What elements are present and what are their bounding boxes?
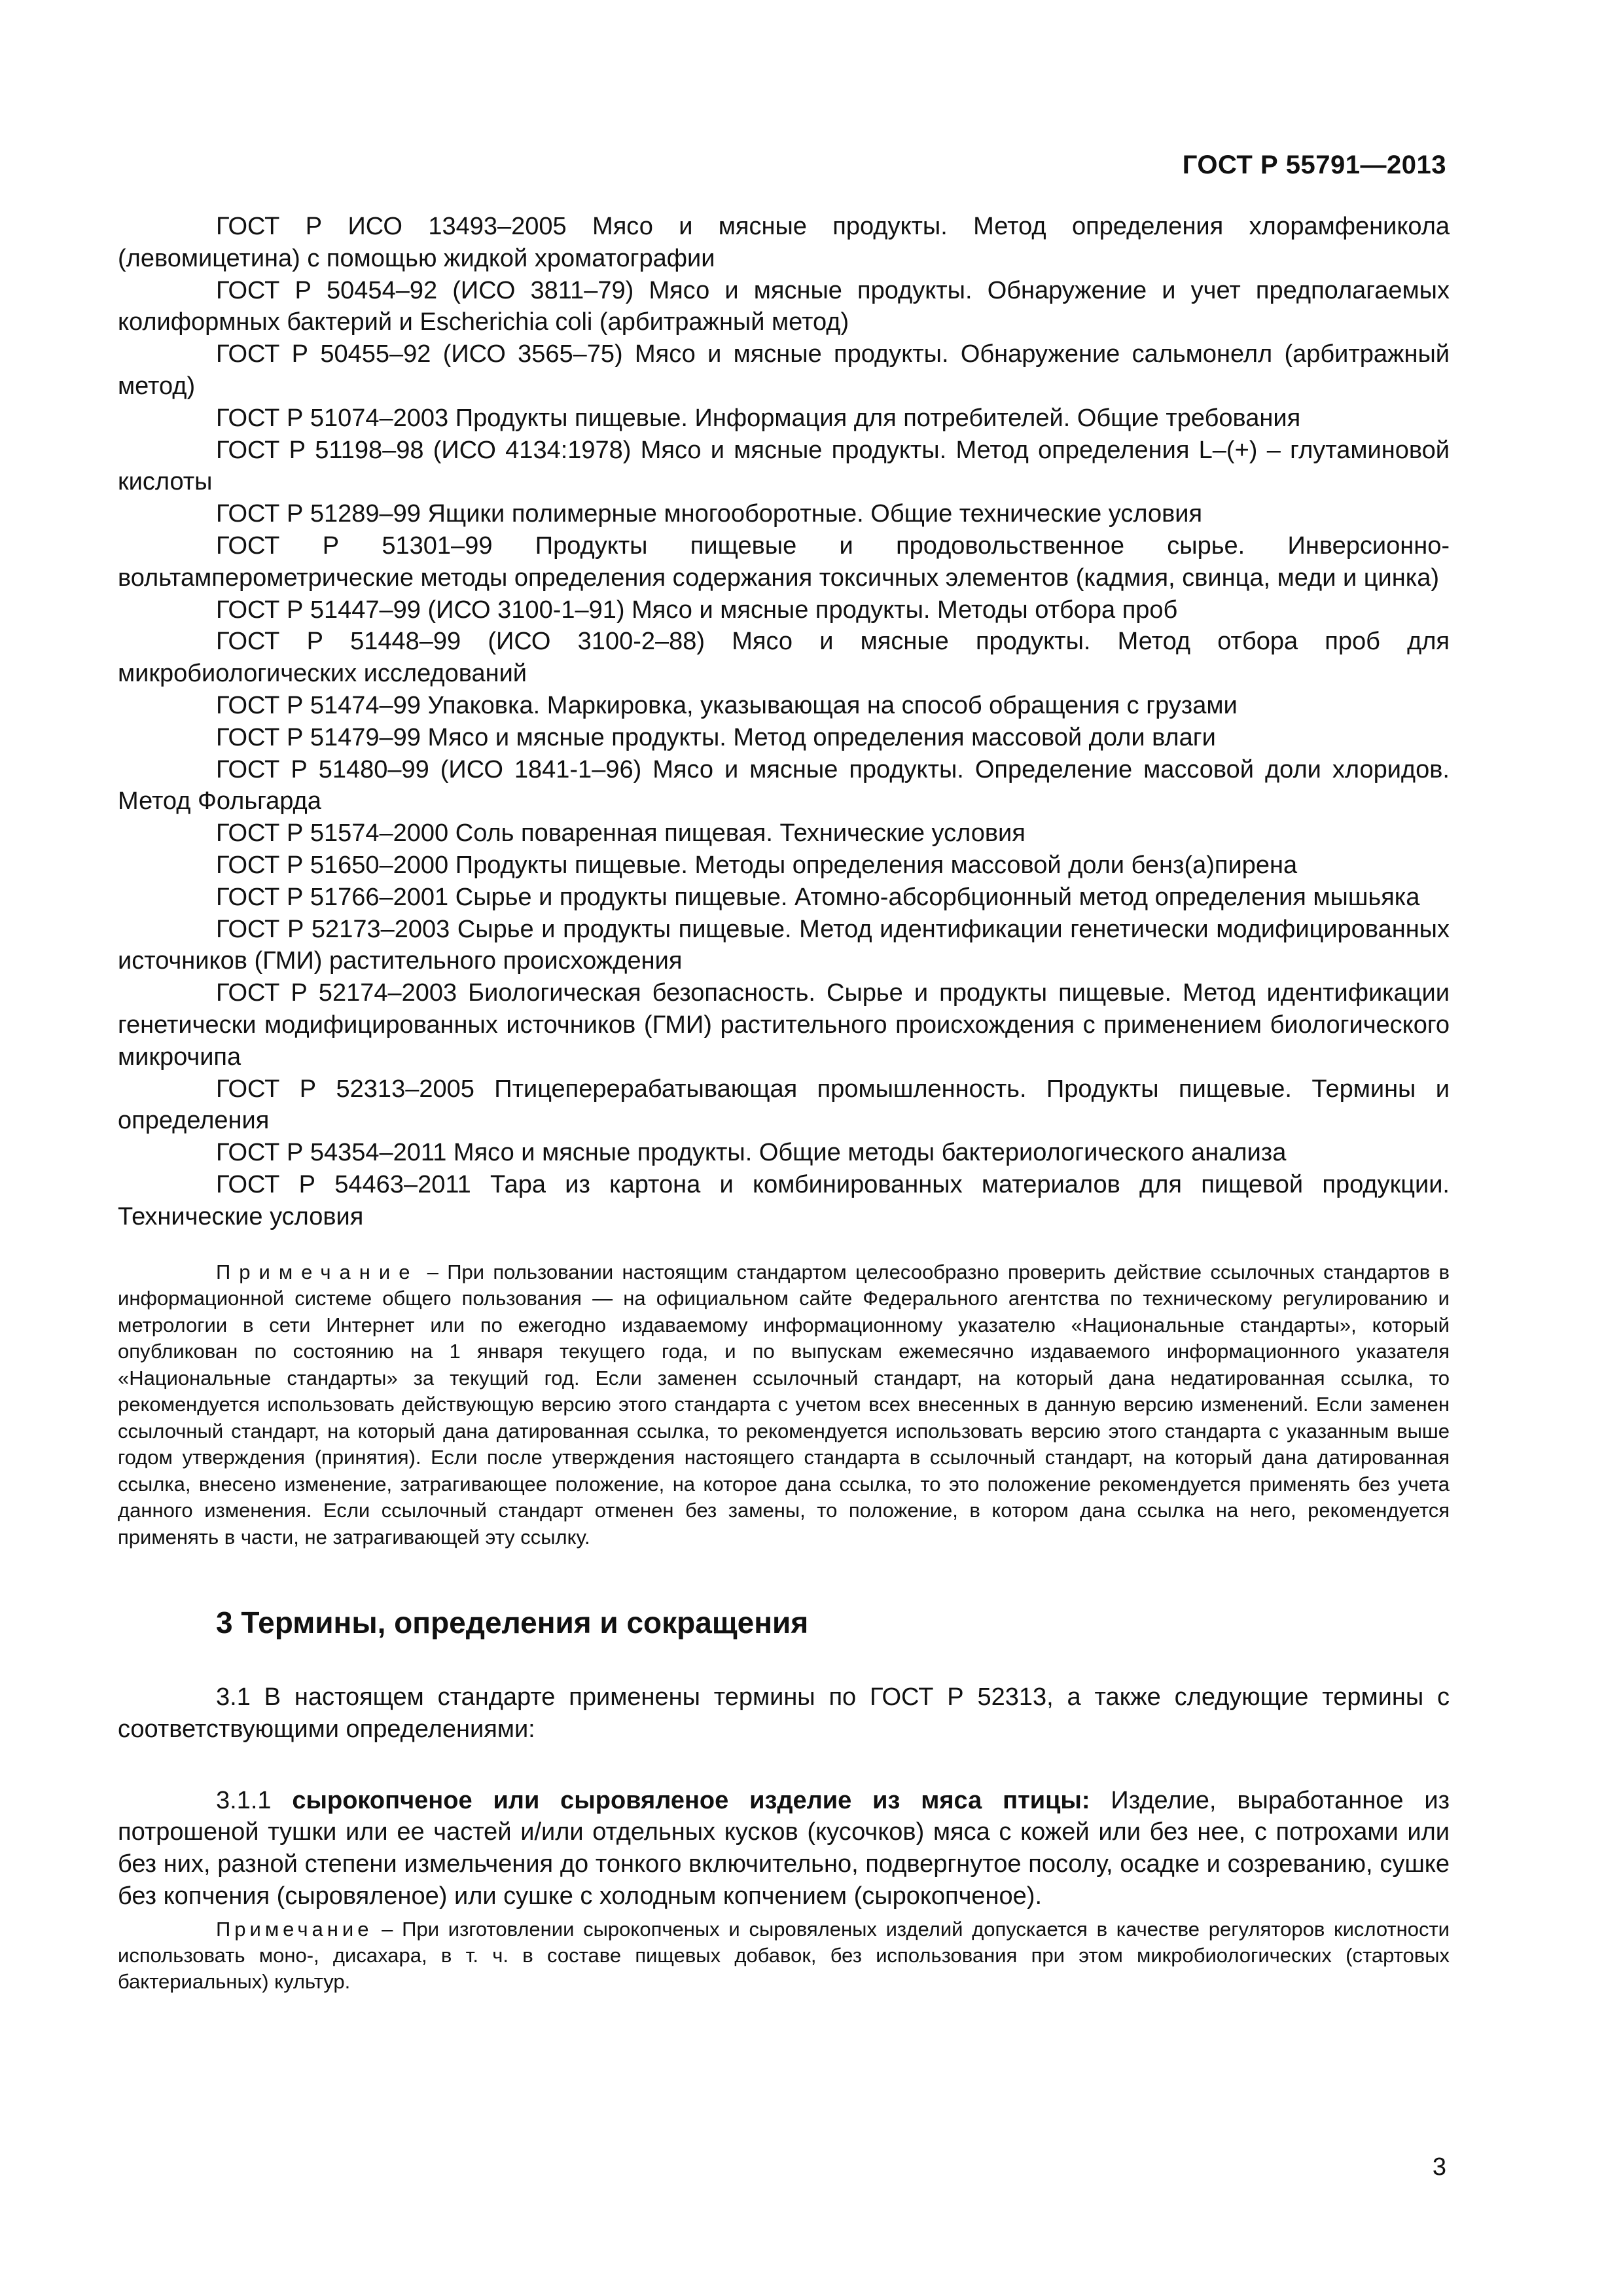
reference-item: ГОСТ Р 51479–99 Мясо и мясные продукты. Метод определения массовой доли влаги [216, 723, 1216, 751]
reference-item: ГОСТ Р 50454–92 (ИСО 3811–79) Мясо и мясные продукты. Обнаружение и учет предполагаемых колиформных бактерий и Escherichia coli (арбитражный метод) [118, 276, 1450, 336]
standard-header: ГОСТ Р 55791—2013 [1182, 151, 1446, 179]
note-text: – При пользовании настоящим стандартом целесообразно проверить действие ссылочных стандартов в информационной системе общего пользования — на официальном сайте Федерального агентства по техническому регулированию и метрологии в сети Интернет или по ежегодно издаваемому информационному указателю «Национальные стандарты», который опубликован по состоянию на 1 января текущего года, и по выпускам ежемесячно издаваемого информационного указателя «Национальные стандарты» за текущий год. Если заменен ссылочный стандарт, на который дана недатированная ссылка, то рекомендуется использовать действующую версию этого стандарта с учетом всех внесенных в данную версию изменений. Если заменен ссылочный стандарт, на который дана датированная ссылка, то рекомендуется использовать версию этого стандарта с указанным выше годом утверждения (принятия). Если после утверждения настоящего стандарта в ссылочный стандарт, на который дана датированная ссылка, внесено изменение, затрагивающее положение, на которое дана ссылка, то это положение рекомендуется применять без учета данного изменения. Если ссылочный стандарт отменен без замены, то положение, в котором дана ссылка на него, рекомендуется применять в части, не затрагивающей эту ссылку. [118, 1260, 1450, 1549]
reference-item: ГОСТ Р 54354–2011 Мясо и мясные продукты. Общие методы бактериологического анализа [216, 1139, 1287, 1167]
clause-3-1: 3.1 В настоящем стандарте применены термины по ГОСТ Р 52313, а также следующие термины с соответствующими определениями: [118, 1683, 1450, 1743]
reference-item: ГОСТ Р 52174–2003 Биологическая безопасность. Сырье и продукты пищевые. Метод идентификации генетически модифицированных источников (ГМИ) растительного происхождения с применением биологического микрочипа [118, 979, 1450, 1071]
reference-item: ГОСТ Р 50455–92 (ИСО 3565–75) Мясо и мясные продукты. Обнаружение сальмонелл (арбитражный метод) [118, 340, 1450, 400]
reference-item: ГОСТ Р 51480–99 (ИСО 1841-1–96) Мясо и мясные продукты. Определение массовой доли хлоридов. Метод Фольгарда [118, 755, 1450, 816]
page-number: 3 [1432, 2153, 1446, 2181]
reference-item: ГОСТ Р 51074–2003 Продукты пищевые. Информация для потребителей. Общие требования [216, 404, 1301, 432]
clause-number: 3.1.1 [216, 1786, 293, 1814]
reference-item: ГОСТ Р 51198–98 (ИСО 4134:1978) Мясо и мясные продукты. Метод определения L–(+) – глутаминовой кислоты [118, 436, 1450, 496]
reference-item: ГОСТ Р 51650–2000 Продукты пищевые. Методы определения массовой доли бенз(а)пирена [216, 851, 1298, 879]
clause-note [118, 1916, 1450, 1995]
term-name: сырокопченое или сыровяленое изделие из мяса птицы: [292, 1786, 1090, 1814]
reference-item: ГОСТ Р 51447–99 (ИСО 3100-1–91) Мясо и мясные продукты. Методы отбора проб [216, 596, 1178, 624]
clause-3-1-1 [118, 1785, 1450, 1912]
reference-item: ГОСТ Р 51766–2001 Сырье и продукты пищевые. Атомно-абсорбционный метод определения мышьяка [216, 883, 1420, 911]
section-3-title: 3 Термины, определения и сокращения [216, 1605, 809, 1640]
references-note [118, 1259, 1450, 1551]
page-content [118, 211, 1450, 1995]
reference-item: ГОСТ Р 54463–2011 Тара из картона и комбинированных материалов для пищевой продукции. Технические условия [118, 1170, 1450, 1230]
reference-item: ГОСТ Р 52313–2005 Птицеперерабатывающая промышленность. Продукты пищевые. Термины и определения [118, 1075, 1450, 1135]
reference-item: ГОСТ Р 51289–99 Ящики полимерные многооборотные. Общие технические условия [216, 500, 1203, 528]
normative-references-list [118, 211, 1450, 1233]
reference-item: ГОСТ Р 52173–2003 Сырье и продукты пищевые. Метод идентификации генетически модифицированных источников (ГМИ) растительного происхождения [118, 915, 1450, 975]
reference-item: ГОСТ Р 51301–99 Продукты пищевые и продовольственное сырье. Инверсионно- вольтамперометрические методы определения содержания токсичных элементов (кадмия, свинца, меди и цинка) [118, 531, 1450, 592]
note-text: – При изготовлении сырокопченых и сыровяленых изделий допускается в качестве регуляторов кислотности использовать моно-, дисахара, в т. ч. в составе пищевых добавок, без использования при этом микробиологических (стартовых бактериальных) культур. [118, 1917, 1450, 1993]
reference-item: ГОСТ Р 51574–2000 Соль поваренная пищевая. Технические условия [216, 819, 1026, 848]
note-label: Примечание [216, 1917, 373, 1941]
note-label: Примечание [216, 1260, 419, 1283]
reference-item: ГОСТ Р ИСО 13493–2005 Мясо и мясные продукты. Метод определения хлорамфеникола (левомицетина) с помощью жидкой хроматографии [118, 213, 1450, 272]
term-definition: Изделие, выработанное из потрошеной тушки или ее частей и/или отдельных кусков (кусочков) мяса с кожей или без нее, с потрохами или без них, разной степени измельчения до тонкого включительно, подвергнутое посолу, осадке и созреванию, сушке без копчения (сыровяленое) или сушке с холодным копчением (сырокопченое). [118, 1786, 1450, 1910]
reference-item: ГОСТ Р 51448–99 (ИСО 3100-2–88) Мясо и мясные продукты. Метод отбора проб для микробиологических исследований [118, 628, 1450, 688]
reference-item: ГОСТ Р 51474–99 Упаковка. Маркировка, указывающая на способ обращения с грузами [216, 691, 1238, 719]
